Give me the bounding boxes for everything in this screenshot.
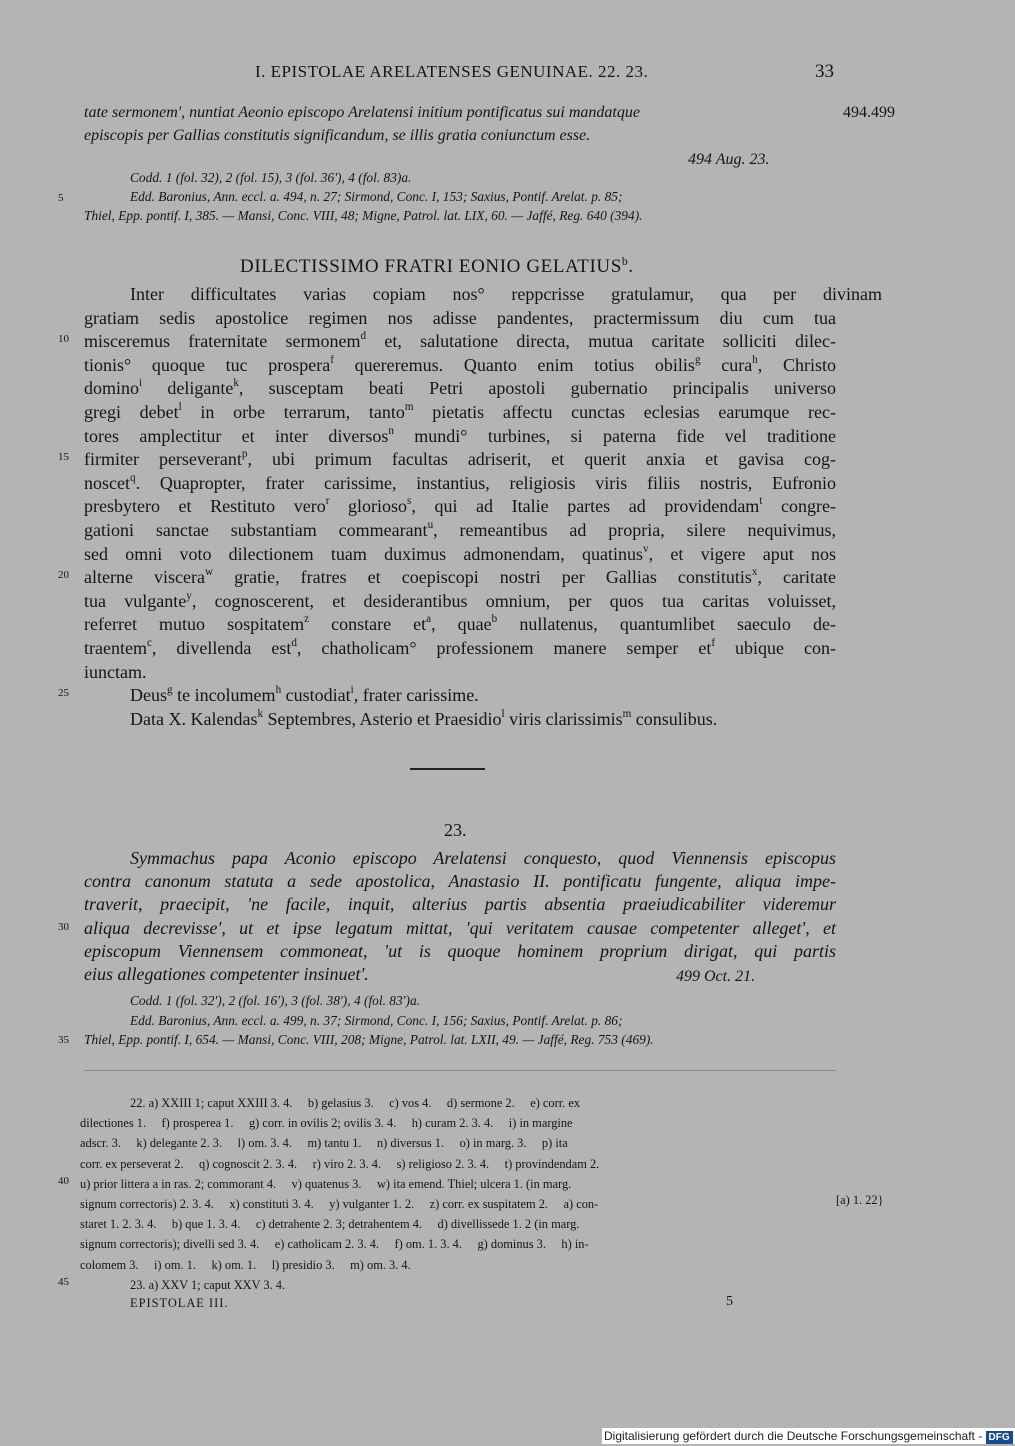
line-number: 20 <box>58 569 69 581</box>
running-title: I. EPISTOLAE ARELATENSES GENUINAE. 22. 23. <box>255 62 649 81</box>
intro23-line: Symmachus papa Aconio episcopo Arelatensi conquesto, quod Viennensis episcopus <box>130 848 836 868</box>
letter22-line: Data X. Kalendas$^k$ Septembres, Asterio et Praesidio$^l$ viris clarissimis$^m$ consulibus. <box>130 707 718 729</box>
intro23-line: episcopum Viennensem commoneat, 'ut is quoque hominem proprium dirigat, qui partis <box>84 940 836 961</box>
footnote-margin-ref: [a) 1. 22} <box>836 1193 884 1207</box>
footnote-line: u) prior littera a in ras. 2; commorant 4. v) quatenus 3. w) ita emend. Thiel; ulcera 1. (in marg. <box>80 1176 572 1191</box>
intro23-line: aliqua decrevisse', ut et ipse legatum mittat, 'qui veritatem causae competenter alleget', et <box>84 917 836 938</box>
letter22-line: traentem$^c$, divellenda est$^d$, chatholicam° professionem manere semper $et^f$ ubique con- <box>84 637 836 658</box>
sheet-number: 5 <box>726 1294 733 1309</box>
letter22-line: domino$^i$ deligante$^k$, susceptam beati Petri apostoli gubernatio principalis universo <box>84 377 836 399</box>
footnote-rule <box>84 1070 836 1071</box>
intro22-edd1: Edd. Baronius, Ann. eccl. a. 494, n. 27; Sirmond, Conc. I, 153; Saxius, Pontif. Arelat. p. 85; <box>130 189 623 204</box>
intro23-codd: Codd. 1 (fol. 32'), 2 (fol. 16'), 3 (fol. 38'), 4 (fol. 83')a. <box>130 993 421 1008</box>
intro23-edd2: Thiel, Epp. pontif. I, 654. — Mansi, Conc. VIII, 208; Migne, Patrol. lat. LXII, 49. — Jaffé, Reg. 753 (469). <box>84 1032 654 1047</box>
funding-banner <box>602 1428 1015 1444</box>
section-separator <box>410 768 485 770</box>
intro22-edd2: Thiel, Epp. pontif. I, 385. — Mansi, Conc. VIII, 48; Migne, Patrol. lat. LIX, 60. — Jaffé, Reg. 640 (394). <box>84 208 643 223</box>
line-number: 35 <box>58 1034 69 1046</box>
footnote-line: signum correctoris); divelli sed 3. 4. e) catholicam 2. 3. 4. f) om. 1. 3. 4. g) dominus 3. h) in- <box>80 1237 589 1252</box>
footnote-line: dilectiones 1. f) prosperea 1. g) corr. in ovilis 2; ovilis 3. 4. h) curam 2. 3. 4. i) in margine <box>80 1116 573 1131</box>
letter22-line: gratiam sedis apostolice regimen nos adisse pandentes, practermissum diu cum tua <box>84 307 836 328</box>
footnote-line: colomem 3. i) om. 1. k) om. 1. l) presidio 3. m) om. 3. 4. <box>80 1257 411 1272</box>
footnote-line: 23. a) XXV 1; caput XXV 3. 4. <box>130 1277 286 1292</box>
dfg-logo-icon: DFG <box>986 1431 1013 1444</box>
letter22-line: noscet$^q$. Quapropter, frater carissime, instantius, religiosis viris filiis nostris, Eufronio <box>84 471 836 493</box>
letter22-title-sup: b <box>621 255 629 268</box>
letter22-title: DILECTISSIMO FRATRI EONIO GELATIUS$^b$. <box>240 255 634 277</box>
intro23-line: contra canonum statuta a sede apostolica, Anastasio II. pontificatu fungente, aliqua impe- <box>84 871 836 892</box>
letter22-line: Inter difficultates varias copiam nos° reppcrisse gratulamur, qua per divinam <box>130 284 882 304</box>
letter22-line: alterne viscera$^w$ gratie, fratres et coepiscopi nostri per Gallias constitutis$^x$, caritate <box>84 566 836 588</box>
letter22-line: presbytero et Restituto vero$^r$ glorioso$^s$, qui ad Italie partes ad providendam$^t$ congre- <box>84 495 836 517</box>
footnote-line: staret 1. 2. 3. 4. b) que 1. 3. 4. c) detrahente 2. 3; detrahentem 4. d) divellissede 1. 2 (in marg. <box>80 1217 580 1232</box>
letter22-line: Deus$^g$ te incolumem$^h$ custodiat$^i$, frater carissime. <box>130 684 479 706</box>
intro23-date: 499 Oct. 21. <box>676 968 756 985</box>
letter22-line: iunctam. <box>84 661 147 682</box>
footnote-line: 22. a) XXIII 1; caput XXIII 3. 4. b) gelasius 3. c) vos 4. d) sermone 2. e) corr. ex <box>130 1096 581 1110</box>
intro23-edd1: Edd. Baronius, Ann. eccl. a. 499, n. 37; Sirmond, Conc. I, 156; Saxius, Pontif. Arelat. p. 86; <box>130 1013 623 1028</box>
letter22-line: tionis° quoque tuc prospera$^f$ quereremus. Quanto enim totius obilis$^g$ cura$^h$, Christo <box>84 353 836 375</box>
letter22-line: gregi debet$^l$ in orbe terrarum, tanto$^m$ pietatis affectu cunctas eclesias earumque rec- <box>84 401 836 422</box>
footnote-line: adscr. 3. k) delegante 2. 3. l) om. 3. 4. m) tantu 1. n) diversus 1. o) in marg. 3. p) ita <box>80 1136 568 1151</box>
line-number: 40 <box>58 1175 69 1187</box>
line-number: 25 <box>58 687 69 699</box>
letter22-title-text: DILECTISSIMO FRATRI EONIO GELATIUS <box>240 256 622 277</box>
letter22-line: sed omni voto dilectionem tuam duximus admonendam, quatinus$^v$, et vigere aput nos <box>84 542 836 564</box>
line-number: 45 <box>58 1276 69 1288</box>
letter22-line: referret mutuo sospitatem$^z$ constare $et^a$, quae$^b$ nullatenus, quantumlibet saeculo de- <box>84 613 836 635</box>
letter22-line: misceremus fraternitate sermonem$^d$ et, salutatione directa, mutua caritate solliciti dilec- <box>84 330 836 352</box>
intro23-line: eius allegationes competenter insinuet'. <box>84 964 369 984</box>
line-number: 10 <box>58 333 69 345</box>
funding-banner-text: Digitalisierung gefördert durch die Deutsche Forschungsgemeinschaft - <box>604 1429 983 1443</box>
page-number: 33 <box>815 61 834 82</box>
footnote-line: signum correctoris) 2. 3. 4. x) constituti 3. 4. y) vulganter 1. 2. z) corr. ex suspitatem 2. a) con- <box>80 1197 599 1211</box>
intro23-line: traverit, praecipit, 'ne facile, inquit, alterius partis absentia praeiudicabiliter videremur <box>84 894 836 915</box>
line-number: 30 <box>58 921 69 933</box>
intro22-codd: Codd. 1 (fol. 32), 2 (fol. 15), 3 (fol. 36'), 4 (fol. 83)a. <box>130 170 412 185</box>
intro22-line2: episcopis per Gallias constitutis significandum, se illis gratia coniunctum esse. <box>84 127 591 144</box>
intro23-number: 23. <box>444 820 467 840</box>
line-number: 15 <box>58 451 69 463</box>
intro22-line1: tate sermonem', nuntiat Aeonio episcopo Arelatensi initium pontificatus sui mandatque <box>84 104 640 121</box>
line-number: 5 <box>58 192 64 204</box>
letter22-line: gationi sanctae substantiam commearant$^u$, remeantibus ad propria, silere nequivimus, <box>84 519 836 540</box>
sheet-signature: EPISTOLAE III. <box>130 1296 229 1310</box>
letter22-line: tores amplectitur et inter diversos$^n$ mundi° turbines, si paterna fide vel traditione <box>84 424 836 446</box>
footnote-line: corr. ex perseverat 2. q) cognoscit 2. 3. 4. r) viro 2. 3. 4. s) religioso 2. 3. 4. t) provindendam 2. <box>80 1156 600 1171</box>
letter22-line: tua vulgante$^y$, cognoscerent, et desiderantibus omnium, per quos tua caritas voluisset, <box>84 589 836 611</box>
letter22-line: firmiter perseverant$^p$, ubi primum facultas adriserit, et querit anxia et gavisa cog- <box>84 448 836 470</box>
intro22-date: 494 Aug. 23. <box>688 151 770 168</box>
margin-years: 494.499 <box>843 104 895 121</box>
